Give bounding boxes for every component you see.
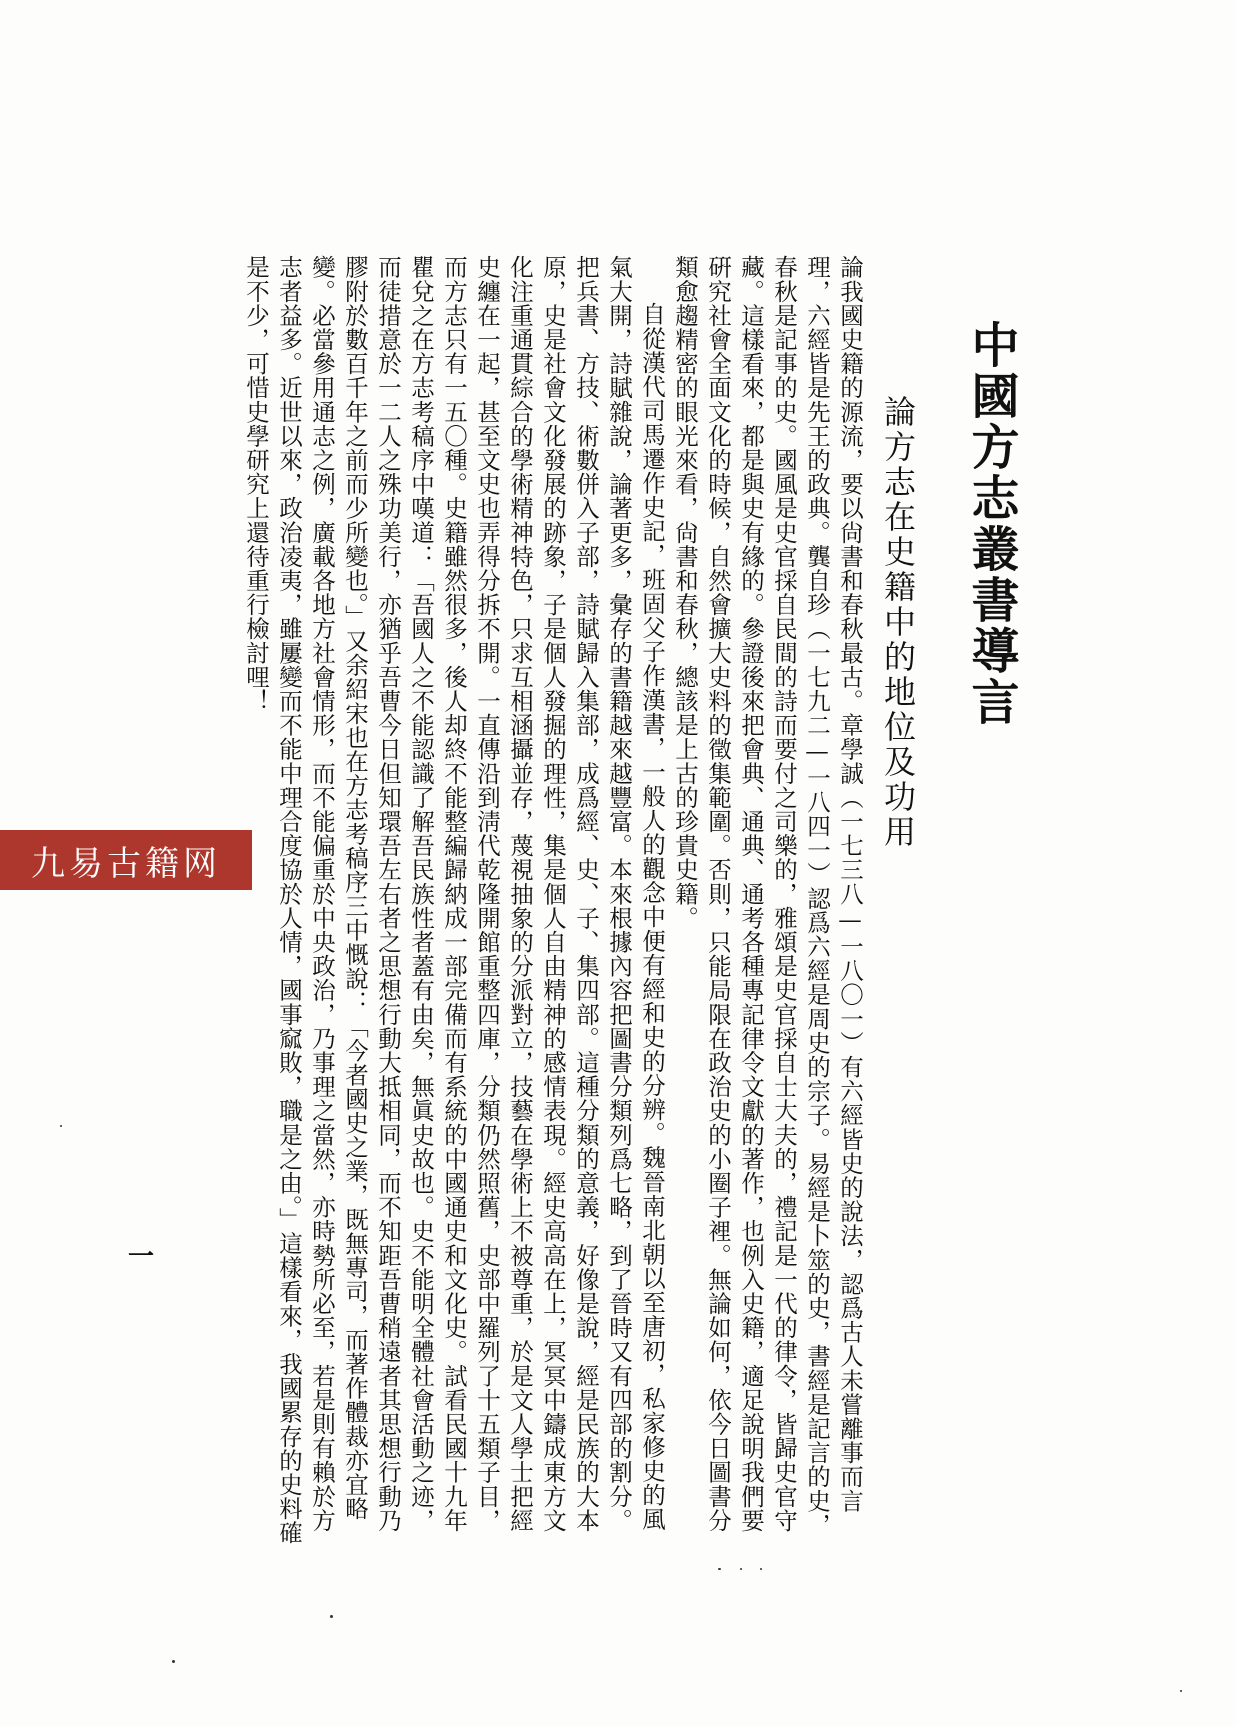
scan-speck bbox=[760, 1568, 762, 1570]
scan-speck bbox=[172, 1660, 175, 1663]
watermark-stamp bbox=[0, 830, 252, 890]
page-title: 中國方志叢書導言 bbox=[963, 320, 1019, 728]
body-text bbox=[239, 255, 866, 1555]
scan-speck bbox=[718, 1568, 721, 1570]
page-subtitle: 論方志在史籍中的地位及功用 bbox=[879, 395, 917, 850]
scan-speck bbox=[1180, 1690, 1182, 1692]
page-number: 一 bbox=[127, 1242, 154, 1272]
paragraph-1: 論我國史籍的源流，要以尙書和春秋最古。章學誠（一七三八—一八〇一）有六經皆史的說法，認爲古人未嘗離事而言理，六經皆是先王的政典。龔自珍（一七九二—一八四一）認爲六經是周史的宗子。易經是卜筮的史，書經是記言的史，春秋是記事的史。國風是史官採自民間的詩而要付之司樂的，雅頌是史官採自士大夫的，禮記是一代的律令，皆歸史官守藏。這樣看來，都是與史有緣的。參證後來把會典、通典、通考各種專記律令文獻的著作，也例入史籍，適足說明我們要硏究社會全面文化的時候，自然會擴大史料的徵集範圍。否則，只能局限在政治史的小圈子裡。無論如何，依今日圖書分類愈趨精密的眼光來看，尙書和春秋，總該是上古的珍貴史籍。 bbox=[671, 255, 864, 1537]
watermark-text: 九易古籍网 bbox=[31, 843, 221, 884]
scan-speck bbox=[740, 1568, 742, 1570]
paragraph-2: 自從漢代司馬遷作史記，班固父子作漢書，一般人的觀念中便有經和史的分辨。魏晉南北朝以至唐初，私家修史的風氣大開，詩賦雜說，論著更多，彙存的書籍越來越豐富。本來根據內容把圖書分類列爲七略，到了晉時又有四部的割分。把兵書、方技、術數併入子部，詩賦歸入集部，成爲經、史、子、集四部。這種分類的意義，好像是說，經是民族的大本原，史是社會文化發展的跡象，子是個人發掘的理性，集是個人自由精神的感情表現。經史高高在上，冥冥中鑄成東方文化注重通貫綜合的學術精神特色，只求互相涵攝並存，蔑視抽象的分派對立，技藝在學術上不被尊重，於是文人學士把經史纏在一起，甚至文史也弄得分拆不開。一直傳沿到淸代乾隆開館重整四庫，分類仍然照舊，史部中羅列了十五類子目，而方志只有一五〇種。史籍雖然很多，後人却終不能整編歸納成一部完備而有系統的中國通史和文化史。試看民國十九年瞿兌之在方志考稿序中嘆道：「吾國人之不能認識了解吾民族性者蓋有由矣，無眞史故也。史不能明全體社會活動之迹，而徒措意於一二人之殊功美行，亦猶乎吾曹今日但知環吾左右者之思想行動大抵相同，而不知距吾曹稍遠者其思想行動乃膠附於數百千年之前而少所變也。」又余紹宋也在方志考稿序三中慨說：「今者國史之業，既無專司，而著作體裁亦宜略變。必當參用通志之例，廣載各地方社會情形，而不能偏重於中央政治，乃事理之當然，亦時勢所必至，若是則有賴於方志者益多。近世以來，政治凌夷，雖屢變而不能中理合度協於人情，國事窳敗，職是之由。」這樣看來，我國累存的史料確是不少，可惜史學研究上還待重行檢討哩！ bbox=[242, 255, 666, 1545]
scan-speck bbox=[60, 1125, 62, 1127]
scan-speck bbox=[330, 1615, 333, 1618]
